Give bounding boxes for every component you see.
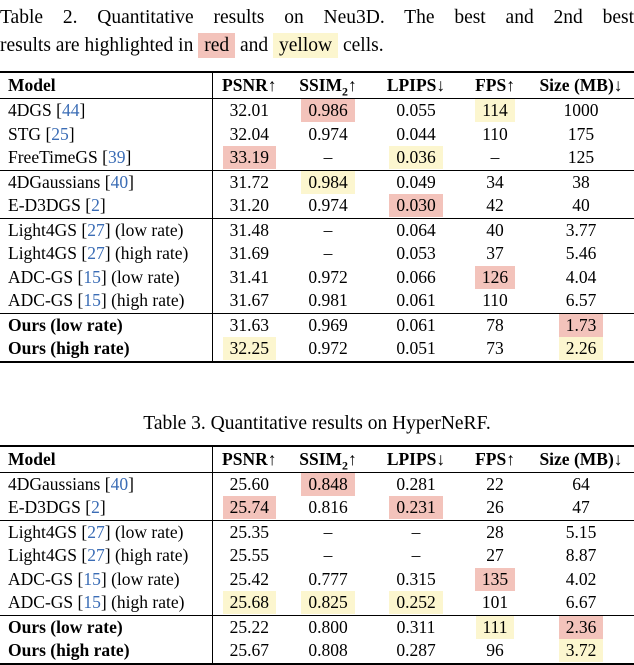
citation-link[interactable]: 27	[87, 521, 105, 542]
red-highlight-cell: 33.19	[223, 146, 276, 169]
yellow-highlight-cell: 32.25	[223, 337, 276, 360]
red-highlight-cell: 0.231	[389, 496, 442, 519]
column-header-model	[0, 446, 212, 473]
table3-caption: Table 3. Quantitative results on HyperNeRF.	[143, 412, 491, 434]
citation-link[interactable]: 2	[91, 195, 100, 216]
value-cell: 0.972	[308, 266, 348, 287]
table-row	[0, 639, 634, 664]
value-cell: –	[411, 545, 421, 566]
value-cell: 37	[486, 243, 504, 264]
down-arrow-icon: ↓	[436, 75, 446, 95]
yellow-highlight-cell: 111	[476, 616, 515, 639]
value-cell	[212, 591, 286, 615]
column-header-fps	[462, 72, 528, 99]
table-row	[0, 496, 634, 520]
value-cell: 31.20	[229, 195, 269, 216]
value-cell: 0.064	[370, 218, 462, 242]
column-label: LPIPS	[386, 75, 437, 95]
table-row	[0, 99, 634, 123]
value-cell: 0.055	[396, 100, 436, 121]
model-cell: 4DGaussians [40]	[0, 170, 212, 194]
value-cell: 31.67	[229, 290, 269, 311]
table-row	[0, 170, 634, 194]
value-cell: 22	[486, 473, 504, 494]
value-cell	[212, 496, 286, 520]
model-cell: ADC-GS [15] (high rate)	[0, 591, 212, 615]
value-cell: 1000	[563, 100, 599, 121]
citation-link[interactable]: 27	[87, 219, 105, 240]
red-highlight-sample: red	[198, 33, 235, 58]
citation-link[interactable]: 27	[87, 545, 105, 566]
model-cell: Light4GS [27] (high rate)	[0, 544, 212, 568]
header-row	[0, 72, 634, 99]
model-cell: ADC-GS [15] (low rate)	[0, 568, 212, 592]
caption-text: results are highlighted in	[0, 35, 194, 56]
citation-link[interactable]: 15	[83, 266, 101, 287]
value-cell: 32.04	[229, 123, 269, 144]
yellow-highlight-cell: 25.68	[223, 591, 276, 614]
paper-page	[0, 4, 634, 665]
column-header-fps	[462, 446, 528, 473]
value-cell: 25.67	[229, 640, 269, 661]
value-cell: 47	[572, 497, 590, 518]
quantitative-table-neu3d	[0, 71, 634, 363]
value-cell: 64	[572, 473, 590, 494]
value-cell: 31.63	[212, 313, 286, 337]
value-cell: 34	[462, 170, 528, 194]
column-header-ssim	[286, 446, 370, 473]
column-label: PSNR	[222, 448, 268, 469]
value-cell	[462, 266, 528, 290]
model-cell: Ours (low rate)	[0, 615, 212, 639]
model-cell: 4DGS [44]	[0, 99, 212, 123]
citation-link[interactable]: 15	[83, 290, 101, 311]
value-cell: 96	[486, 640, 504, 661]
column-label: Size (MB)	[539, 448, 614, 469]
value-cell: 0.061	[370, 313, 462, 337]
table-row	[0, 472, 634, 496]
value-cell: 25.55	[229, 545, 269, 566]
table-row	[0, 520, 634, 544]
table2-caption-line1: Table 2. Quantitative results on Neu3D. The best and 2nd best	[0, 7, 634, 28]
header-row	[0, 446, 634, 473]
value-cell: 8.87	[565, 545, 597, 566]
red-highlight-cell: 1.73	[559, 314, 604, 337]
value-cell: –	[323, 147, 333, 168]
table-row	[0, 242, 634, 266]
value-cell: 31.41	[229, 266, 269, 287]
value-cell: 101	[481, 592, 509, 613]
model-cell: Ours (high rate)	[0, 639, 212, 664]
value-cell: 73	[486, 338, 504, 359]
value-cell: 25.35	[212, 520, 286, 544]
value-cell: 0.053	[396, 243, 436, 264]
table-row	[0, 289, 634, 313]
value-cell: 0.066	[396, 266, 436, 287]
citation-link[interactable]: 39	[108, 147, 126, 168]
model-cell: STG [25]	[0, 123, 212, 147]
up-arrow-icon: ↑	[506, 448, 515, 469]
column-label: Model	[8, 75, 56, 95]
up-arrow-icon: ↑	[348, 448, 357, 469]
column-header-ssim	[286, 72, 370, 99]
caption-text: cells.	[342, 35, 384, 56]
value-cell: 4.02	[565, 568, 597, 589]
table-row	[0, 591, 634, 615]
value-cell: 0.315	[396, 568, 436, 589]
red-highlight-cell: 2.36	[559, 616, 604, 639]
value-cell	[286, 170, 370, 194]
value-cell: 0.981	[308, 290, 348, 311]
value-cell: 0.969	[286, 313, 370, 337]
quantitative-table-hypernerf	[0, 445, 634, 665]
citation-link[interactable]: 25	[51, 123, 69, 144]
down-arrow-icon: ↓	[436, 448, 446, 469]
citation-link[interactable]: 15	[83, 592, 101, 613]
value-cell: –	[286, 520, 370, 544]
yellow-highlight-cell: 0.252	[389, 591, 442, 614]
citation-link[interactable]: 2	[91, 497, 100, 518]
value-cell: 6.57	[565, 290, 597, 311]
model-cell: Light4GS [27] (high rate)	[0, 242, 212, 266]
table-row	[0, 568, 634, 592]
up-arrow-icon: ↑	[267, 75, 277, 95]
column-header-size	[528, 446, 634, 473]
value-cell: 0.808	[308, 640, 348, 661]
table-row	[0, 337, 634, 362]
model-cell: Light4GS [27] (low rate)	[0, 520, 212, 544]
value-cell: 5.15	[528, 520, 634, 544]
column-label: Size (MB)	[539, 75, 614, 95]
value-cell	[212, 337, 286, 362]
up-arrow-icon: ↑	[348, 75, 357, 95]
value-cell: 31.48	[212, 218, 286, 242]
value-cell	[462, 568, 528, 592]
citation-link[interactable]: 40	[110, 171, 129, 192]
value-cell	[286, 591, 370, 615]
value-cell	[462, 615, 528, 639]
yellow-highlight-sample: yellow	[273, 33, 338, 58]
column-header-lpips	[370, 446, 462, 473]
model-cell: E-D3DGS [2]	[0, 194, 212, 218]
value-cell: 6.67	[565, 592, 597, 613]
citation-link[interactable]: 27	[87, 243, 105, 264]
column-header-psnr	[212, 446, 286, 473]
value-cell	[528, 639, 634, 664]
table-row	[0, 266, 634, 290]
value-cell: 0.061	[396, 290, 436, 311]
value-cell: 110	[482, 290, 508, 311]
column-header-psnr	[212, 72, 286, 99]
citation-link[interactable]: 15	[83, 568, 101, 589]
value-cell	[286, 472, 370, 496]
value-cell: 0.972	[308, 338, 348, 359]
table2-caption	[0, 4, 634, 60]
table-row	[0, 615, 634, 639]
value-cell: 32.01	[229, 100, 269, 121]
table2-caption-line2	[0, 32, 634, 60]
value-cell	[528, 615, 634, 639]
value-cell: 27	[486, 545, 504, 566]
model-cell: E-D3DGS [2]	[0, 496, 212, 520]
model-cell: 4DGaussians [40]	[0, 472, 212, 496]
table-row	[0, 544, 634, 568]
citation-link[interactable]: 40	[110, 473, 129, 494]
value-cell: 25.42	[229, 568, 269, 589]
value-cell: 40	[462, 218, 528, 242]
value-cell: 0.816	[308, 497, 348, 518]
red-highlight-cell: 126	[475, 266, 515, 289]
yellow-highlight-cell: 0.984	[301, 171, 354, 194]
value-cell: 0.800	[286, 615, 370, 639]
value-cell: 26	[486, 497, 504, 518]
model-cell: Ours (high rate)	[0, 337, 212, 362]
red-highlight-cell: 135	[475, 568, 515, 591]
red-highlight-cell: 0.848	[301, 473, 354, 496]
yellow-highlight-cell: 3.72	[559, 639, 604, 662]
value-cell: 38	[528, 170, 634, 194]
value-cell	[370, 591, 462, 615]
yellow-highlight-cell: 0.825	[301, 591, 354, 614]
model-cell: ADC-GS [15] (low rate)	[0, 266, 212, 290]
value-cell: 28	[462, 520, 528, 544]
value-cell: 0.281	[396, 473, 436, 494]
table-row	[0, 194, 634, 218]
table-row	[0, 313, 634, 337]
value-cell	[370, 194, 462, 218]
value-cell: 31.69	[229, 243, 269, 264]
value-cell: 40	[572, 195, 590, 216]
value-cell	[462, 99, 528, 123]
column-label: PSNR	[222, 75, 268, 95]
value-cell: –	[490, 147, 500, 168]
value-cell: 25.60	[229, 473, 269, 494]
table-row	[0, 123, 634, 147]
value-cell	[528, 337, 634, 362]
column-label: SSIM	[299, 75, 343, 95]
value-cell: 0.777	[308, 568, 348, 589]
value-cell: 5.46	[565, 243, 597, 264]
table-row	[0, 146, 634, 170]
value-cell: 0.287	[396, 640, 436, 661]
model-cell: ADC-GS [15] (high rate)	[0, 289, 212, 313]
up-arrow-icon: ↑	[267, 448, 277, 469]
value-cell: 78	[462, 313, 528, 337]
column-header-model	[0, 72, 212, 99]
red-highlight-cell: 25.74	[223, 496, 276, 519]
value-cell: 31.72	[212, 170, 286, 194]
value-cell: 175	[567, 123, 595, 144]
model-cell: FreeTimeGS [39]	[0, 146, 212, 170]
up-arrow-icon: ↑	[506, 75, 515, 95]
model-cell: Light4GS [27] (low rate)	[0, 218, 212, 242]
citation-link[interactable]: 44	[61, 100, 80, 121]
column-label: FPS	[475, 75, 507, 95]
caption-text: and	[240, 35, 269, 56]
value-cell	[212, 146, 286, 170]
value-cell: 3.77	[528, 218, 634, 242]
value-cell: 110	[482, 123, 508, 144]
column-subscript: 2	[342, 458, 348, 472]
value-cell	[286, 99, 370, 123]
column-header-lpips	[370, 72, 462, 99]
value-cell: 0.974	[308, 123, 348, 144]
column-subscript: 2	[342, 84, 348, 99]
red-highlight-cell: 0.986	[301, 99, 354, 122]
value-cell: 0.974	[308, 195, 348, 216]
value-cell	[528, 313, 634, 337]
value-cell: –	[323, 243, 333, 264]
red-highlight-cell: 0.030	[389, 194, 442, 217]
column-header-size	[528, 72, 634, 99]
value-cell: 0.044	[396, 123, 436, 144]
table-row	[0, 218, 634, 242]
value-cell: 42	[486, 195, 504, 216]
value-cell: 4.04	[565, 266, 597, 287]
yellow-highlight-cell: 114	[475, 99, 515, 122]
value-cell: 25.22	[212, 615, 286, 639]
yellow-highlight-cell: 0.036	[389, 146, 442, 169]
column-label: FPS	[475, 448, 507, 469]
down-arrow-icon: ↓	[613, 448, 623, 469]
value-cell: 0.049	[370, 170, 462, 194]
value-cell	[370, 496, 462, 520]
value-cell	[370, 146, 462, 170]
value-cell: –	[323, 545, 333, 566]
column-label: LPIPS	[386, 448, 437, 469]
value-cell: –	[286, 218, 370, 242]
column-label: SSIM	[299, 448, 343, 469]
down-arrow-icon: ↓	[613, 75, 623, 95]
value-cell: 0.311	[370, 615, 462, 639]
value-cell: 125	[567, 147, 595, 168]
value-cell: 0.051	[396, 338, 436, 359]
value-cell: –	[370, 520, 462, 544]
model-cell: Ours (low rate)	[0, 313, 212, 337]
column-label: Model	[8, 448, 56, 469]
yellow-highlight-cell: 2.26	[559, 337, 604, 360]
